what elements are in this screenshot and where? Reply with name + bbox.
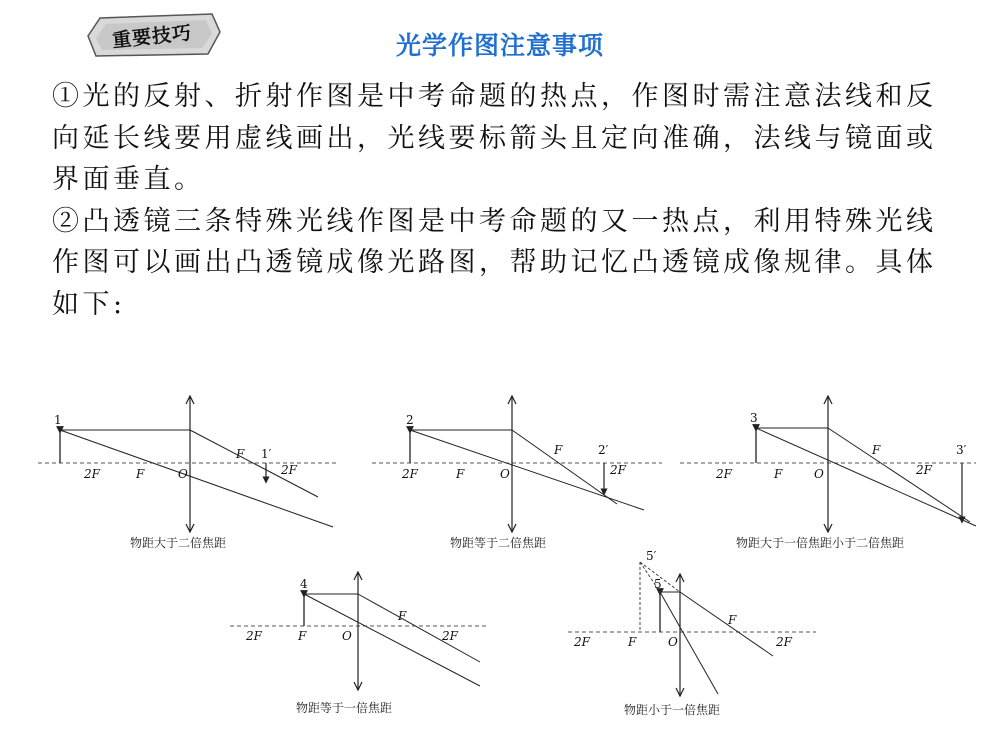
ray-refracted — [512, 430, 617, 504]
label-2f-right: 2F — [442, 629, 458, 643]
image-label: 5′ — [646, 549, 657, 563]
label-f-left: F — [628, 635, 637, 649]
image-label: 1′ — [261, 447, 272, 461]
label-2f-left: 2F — [246, 629, 262, 643]
object-label: 4 — [300, 577, 308, 591]
label-o: O — [668, 635, 678, 649]
object-label: 2 — [406, 413, 414, 427]
ray-center — [60, 430, 333, 527]
diagram-3 — [680, 392, 980, 557]
ray-center — [410, 430, 644, 510]
object-label: 5 — [654, 577, 662, 591]
ray-refracted — [358, 594, 480, 662]
paragraph-1: ①光的反射、折射作图是中考命题的热点，作图时需注意法线和反向延长线要用虚线画出，光线要标箭头且定向准确，法线与镜面或界面垂直。 — [52, 81, 937, 195]
object-label: 3 — [750, 411, 758, 425]
label-f-right: F — [554, 443, 563, 457]
diagram-caption: 物距等于一倍焦距 — [296, 701, 393, 715]
object-label: 1 — [54, 413, 62, 427]
label-2f-right: 2F — [916, 463, 932, 477]
ray-refracted — [828, 428, 970, 522]
label-f-right: F — [236, 447, 245, 461]
ray-center — [756, 428, 976, 526]
body-text — [52, 76, 962, 325]
label-f-right: F — [872, 443, 881, 457]
label-2f-left: 2F — [716, 467, 732, 481]
label-o: O — [342, 629, 352, 643]
label-f-left: F — [136, 467, 145, 481]
label-f-left: F — [456, 467, 465, 481]
label-2f-right: 2F — [776, 635, 792, 649]
label-2f-left: 2F — [574, 635, 590, 649]
label-f-right: F — [728, 613, 737, 627]
label-2f-right: 2F — [610, 463, 626, 477]
label-2f-right: 2F — [281, 463, 297, 477]
diagram-2 — [372, 392, 662, 557]
label-f-left: F — [298, 629, 307, 643]
diagram-1 — [38, 392, 343, 557]
image-label: 2′ — [598, 443, 609, 457]
label-2f-left: 2F — [84, 467, 100, 481]
label-2f-left: 2F — [402, 467, 418, 481]
page-title: 光学作图注意事项 — [395, 31, 604, 60]
diagram-caption: 物距大于一倍焦距小于二倍焦距 — [736, 536, 905, 550]
paragraph-2: ②凸透镜三条特殊光线作图是中考命题的又一热点，利用特殊光线作图可以画出凸透镜成像光路图，帮助记忆凸透镜成像规律。具体如下: — [52, 205, 937, 320]
label-o: O — [178, 467, 188, 481]
ray-refracted — [680, 592, 773, 656]
diagram-caption: 物距等于二倍焦距 — [450, 536, 547, 550]
label-f-right: F — [398, 609, 407, 623]
diagram-caption: 物距大于二倍焦距 — [130, 536, 227, 550]
diagram-caption: 物距小于一倍焦距 — [624, 703, 721, 717]
label-f-left: F — [774, 467, 783, 481]
diagram-4 — [230, 570, 495, 720]
diagram-5 — [568, 548, 818, 720]
image-label: 3′ — [956, 443, 967, 457]
badge-label: 重要技巧 — [111, 21, 194, 53]
label-o: O — [814, 467, 824, 481]
label-o: O — [500, 467, 510, 481]
